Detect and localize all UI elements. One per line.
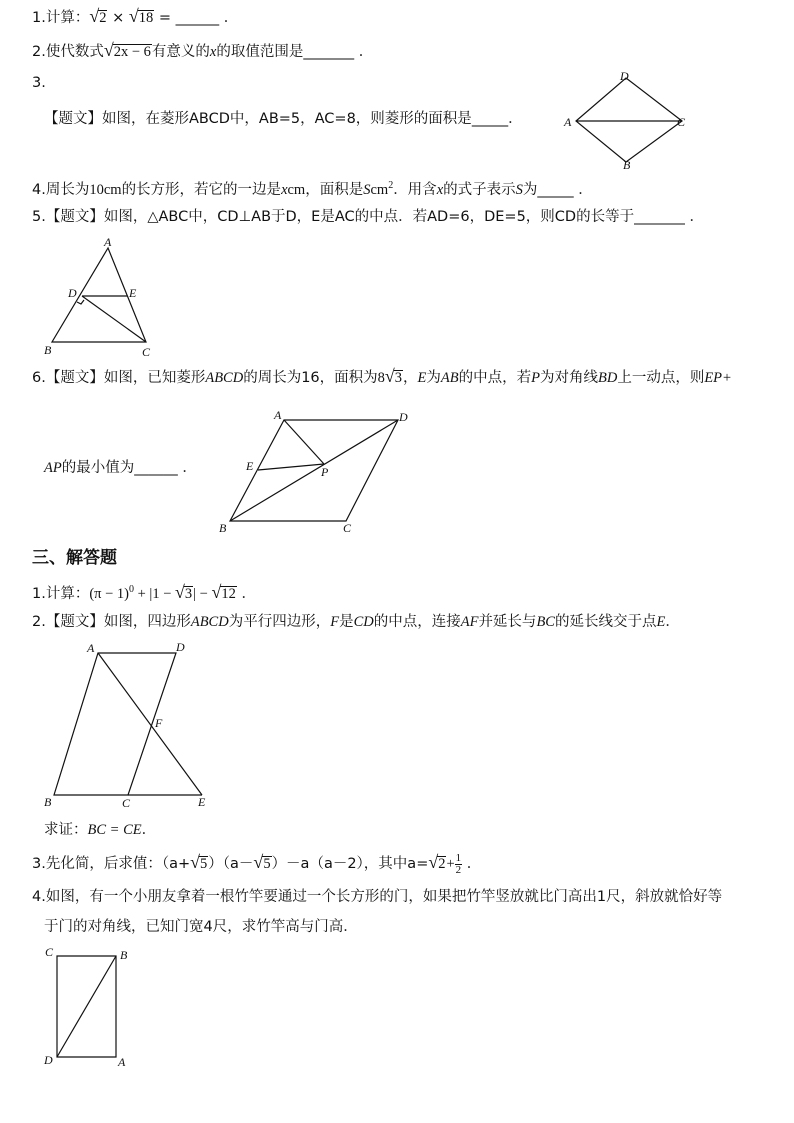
variable: AB <box>440 370 459 386</box>
variable: AP <box>44 460 62 476</box>
label-c: C <box>343 521 352 535</box>
variable: EP+ <box>704 370 732 386</box>
variable: F <box>330 614 340 630</box>
variable: AF <box>460 614 479 630</box>
section-title: 三、解答题 <box>32 548 117 568</box>
variable: E <box>417 370 427 386</box>
answer-blank: _______ <box>303 44 355 60</box>
radicand: 3 <box>184 585 193 602</box>
question-number: 4. <box>32 181 46 198</box>
question-text: 的式子表示 <box>443 181 516 198</box>
label-d: D <box>68 286 77 300</box>
question-text: 的取值范围是 <box>216 44 304 60</box>
question-text: 的中点，若 <box>458 370 532 386</box>
label-e: E <box>246 459 254 473</box>
question-text: 【题文】如图，△ABC中，CD⊥AB于D，E是AC的中点．若AD=6，DE=5，则CD的长等于 <box>45 209 635 225</box>
rhombus-figure-q3 <box>560 66 690 170</box>
question-text: 并延长与 <box>478 614 537 630</box>
period: ． <box>241 585 256 602</box>
sqrt-sign: √ <box>253 852 264 872</box>
question-number: 6. <box>32 370 46 386</box>
question-text: 的长方形，若它的一边是 <box>121 181 282 198</box>
segment-ap <box>284 420 324 464</box>
question-number: 5. <box>32 209 46 225</box>
question-number: 2. <box>32 44 46 60</box>
label-a: A <box>274 408 282 422</box>
parallelogram-figure-s2 <box>40 636 216 814</box>
variable: ABCD <box>205 370 244 386</box>
solve-question-2 <box>32 612 680 632</box>
question-text: 为平行四边形， <box>228 614 331 630</box>
math-expression: | − <box>193 585 212 602</box>
question-number: 3. <box>32 75 46 91</box>
label-a: A <box>87 641 95 655</box>
question-text: 先化简，后求值：（a+ <box>45 856 191 872</box>
numerator: 1 <box>455 851 462 864</box>
radicand: 5 <box>200 856 208 872</box>
question-4 <box>32 176 593 200</box>
label-c: C <box>45 945 54 959</box>
variable: BD <box>597 370 618 386</box>
question-3-number <box>32 73 46 93</box>
answer-blank: _______ <box>634 209 685 225</box>
variable: CD <box>353 614 374 630</box>
question-text: 【题文】如图，在菱形ABCD中，AB=5，AC=8，则菱形的面积是 <box>44 111 472 127</box>
period: ． <box>466 856 482 872</box>
solve-question-4-continued <box>44 917 358 937</box>
label-a: A <box>564 115 572 129</box>
label-b: B <box>44 795 52 809</box>
sqrt-sign: √ <box>211 581 222 602</box>
period: ． <box>665 614 680 630</box>
question-text: 【题文】如图，四边形 <box>45 614 191 630</box>
question-2 <box>32 40 373 62</box>
period: ． <box>182 460 197 476</box>
label-f: F <box>155 716 163 730</box>
question-text: 为对角线 <box>539 370 598 386</box>
solve-question-3 <box>32 852 481 876</box>
radicand: 2 <box>99 10 107 26</box>
sqrt-sign: √ <box>89 6 100 26</box>
sqrt-sign: √ <box>103 40 114 60</box>
variable: x <box>436 181 444 198</box>
period: ． <box>358 44 374 60</box>
sqrt-sign: √ <box>384 366 395 386</box>
plus-sign: + <box>446 856 455 872</box>
variable: x <box>281 181 288 198</box>
variable: BC <box>536 614 555 630</box>
unit: cm <box>370 181 389 198</box>
equals-sign: = <box>158 10 172 26</box>
diagonal-db <box>57 956 116 1057</box>
variable: S <box>515 181 523 198</box>
radicand: 12 <box>221 585 236 602</box>
question-text: 是 <box>339 614 354 630</box>
question-text: 周长为 <box>45 181 90 198</box>
question-text: 的延长线交于点 <box>554 614 657 630</box>
solve-question-4 <box>32 887 722 907</box>
variable: ABCD <box>190 614 229 630</box>
variable: x <box>209 44 217 60</box>
sqrt-sign: √ <box>175 581 185 602</box>
radicand: 3 <box>394 370 403 386</box>
answer-blank: ______ <box>175 10 220 26</box>
question-text: 于门的对角线，已知门宽4尺，求竹竿高与门高． <box>44 919 358 935</box>
math-expression: (π − 1) <box>89 585 129 602</box>
length-value: 10cm <box>89 181 122 198</box>
question-5 <box>32 207 704 227</box>
colon: ： <box>74 10 90 26</box>
period: ． <box>223 10 239 26</box>
label-c: C <box>142 345 151 359</box>
label-c: C <box>677 115 686 129</box>
question-text: ）（a－ <box>208 856 254 872</box>
fraction <box>455 853 463 876</box>
label-e: E <box>129 286 137 300</box>
question-1 <box>32 6 238 28</box>
label-d: D <box>44 1053 53 1067</box>
radicand: 5 <box>263 856 271 872</box>
question-text: ，面积是 <box>305 181 364 198</box>
label-d: D <box>620 69 629 83</box>
proof-statement <box>44 820 156 840</box>
question-3 <box>44 109 523 129</box>
superscript: 0 <box>129 584 134 595</box>
question-number: 4. <box>32 889 46 905</box>
answer-blank: _____ <box>471 111 509 127</box>
question-number: 1. <box>32 10 46 26</box>
question-number: 3. <box>32 856 46 872</box>
question-number: 1. <box>32 585 46 602</box>
radicand: 18 <box>138 10 154 26</box>
question-text: 计算： <box>45 585 90 602</box>
question-text: 求证： <box>44 822 88 838</box>
times-sign: × <box>112 10 125 26</box>
question-text: 【题文】如图，已知菱形 <box>45 370 206 386</box>
question-text: 的周长为16，面积为 <box>243 370 378 386</box>
answer-blank: _____ <box>537 181 574 198</box>
label-b: B <box>44 343 52 357</box>
question-text: ）－a（a－2），其中a= <box>271 856 429 872</box>
label-d: D <box>176 640 185 654</box>
segment-ep <box>258 464 324 470</box>
sqrt-sign: √ <box>128 6 139 26</box>
question-text: 为 <box>426 370 441 386</box>
diagonal-bd <box>230 420 398 521</box>
superscript: 2 <box>388 180 394 191</box>
question-6-continued <box>44 458 197 478</box>
label-b: B <box>120 948 128 962</box>
label-b: B <box>623 158 631 170</box>
label-d: D <box>399 410 408 424</box>
question-text: 有意义的 <box>151 44 210 60</box>
period: ． <box>689 209 704 225</box>
question-text: 为 <box>522 181 538 198</box>
denominator: 2 <box>455 863 462 876</box>
sqrt-sign: √ <box>190 852 201 872</box>
period: ． <box>508 111 523 127</box>
door-figure-s4 <box>36 940 140 1072</box>
question-text: 的最小值为 <box>61 460 135 476</box>
unit: cm <box>287 181 306 198</box>
math-expression: BC = CE <box>87 822 142 838</box>
question-text: ， <box>403 370 418 386</box>
question-text: ．用含 <box>393 181 437 198</box>
math-expression: + |1 − <box>134 585 176 602</box>
question-text: 计算 <box>45 10 75 26</box>
question-6 <box>32 366 732 388</box>
variable: P <box>531 370 540 386</box>
solve-question-1 <box>32 580 256 604</box>
radicand: 2 <box>438 856 446 872</box>
answer-blank: ______ <box>134 460 178 476</box>
coefficient: 8 <box>377 370 385 386</box>
period: ． <box>578 181 593 198</box>
question-text: 的中点，连接 <box>373 614 461 630</box>
question-number: 2. <box>32 614 46 630</box>
segment-ae <box>98 653 202 795</box>
question-text: 如图，有一个小朋友拿着一根竹竿要通过一个长方形的门，如果把竹竿竖放就比门高出1尺，斜放就恰好等 <box>45 889 723 905</box>
question-text: 使代数式 <box>45 44 104 60</box>
variable: S <box>363 181 371 198</box>
rhombus-figure-q6 <box>212 404 418 538</box>
variable: E <box>656 614 666 630</box>
label-a: A <box>118 1055 126 1069</box>
rhombus-outline <box>576 78 682 162</box>
radicand: 2x − 6 <box>113 44 151 60</box>
sqrt-sign: √ <box>428 852 439 872</box>
label-c: C <box>122 796 131 810</box>
label-a: A <box>104 235 112 249</box>
label-p: P <box>321 465 329 479</box>
period: ． <box>141 822 157 838</box>
right-angle-mark <box>77 300 84 304</box>
label-b: B <box>219 521 227 535</box>
triangle-figure-q5 <box>40 234 160 360</box>
label-e: E <box>198 795 206 809</box>
question-text: 上一动点，则 <box>617 370 705 386</box>
